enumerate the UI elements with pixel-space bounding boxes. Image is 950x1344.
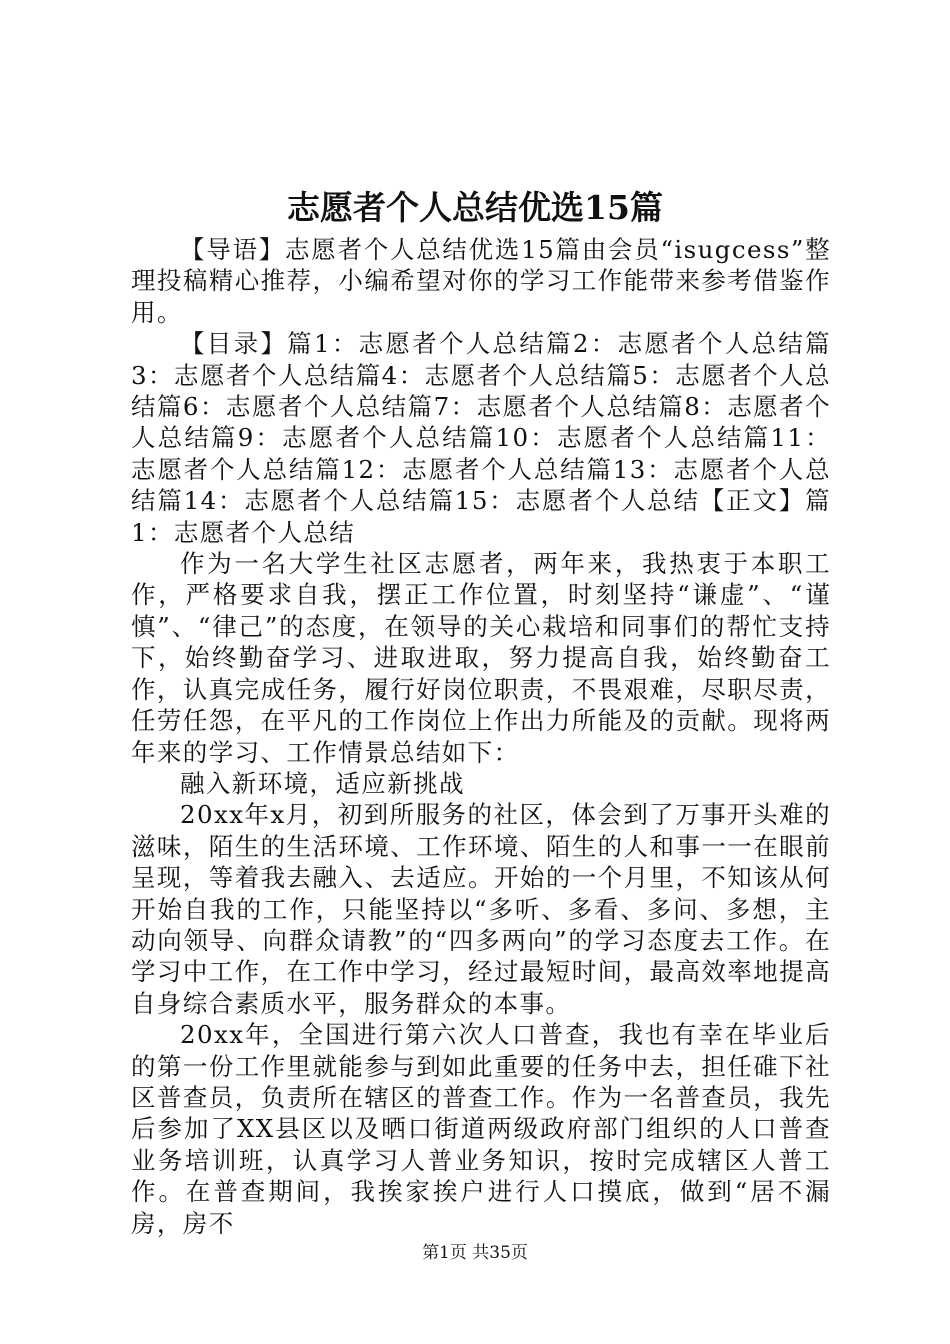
body-paragraph: 20xx年x月，初到所服务的社区，体会到了万事开头难的滋味，陌生的生活环境、工作环境、陌生的人和事一一在眼前呈现，等着我去融入、去适应。开始的一个月里，不知该从何开始自我的工作，只能坚持以“多听、多看、多问、多想，主动向领导、向群众请教”的“四多两向”的学习态度去工作。在学习中工作，在工作中学习，经过最短时间，最高效率地提高自身综合素质水平，服务群众的本事。 [131, 800, 831, 1018]
document-title: 志愿者个人总结优选15篇 [287, 188, 663, 227]
document-body [131, 234, 831, 1239]
page-number-footer: 第1页 共35页 [422, 1243, 528, 1263]
section-heading: 融入新环境，适应新挑战 [180, 768, 465, 798]
intro-paragraph: 【导语】志愿者个人总结优选15篇由会员“isugcess”整理投稿精心推荐，小编希望对你的学习工作能带来参考借鉴作用。 [131, 235, 831, 327]
body-paragraph: 20xx年，全国进行第六次人口普查，我也有幸在毕业后的第一份工作里就能参与到如此重要的任务中去，担任碓下社区普查员，负责所在辖区的普查工作。作为一名普查员，我先后参加了XX县区以及晒口街道两级政府部门组织的人口普查业务培训班，认真学习人普业务知识，按时完成辖区人普工作。在普查期间，我挨家挨户进行人口摸底，做到“居不漏房，房不 [131, 1020, 831, 1238]
table-of-contents-paragraph: 【目录】篇1：志愿者个人总结篇2：志愿者个人总结篇3：志愿者个人总结篇4：志愿者个人总结篇5：志愿者个人总结篇6：志愿者个人总结篇7：志愿者个人总结篇8：志愿者个人总结篇9：志愿者个人总结篇10：志愿者个人总结篇11：志愿者个人总结篇12：志愿者个人总结篇13：志愿者个人总结篇14：志愿者个人总结篇15：志愿者个人总结【正文】篇1：志愿者个人总结 [131, 329, 831, 547]
body-paragraph: 作为一名大学生社区志愿者，两年来，我热衷于本职工作，严格要求自我，摆正工作位置，时刻坚持“谦虚”、“谨慎”、“律己”的态度，在领导的关心栽培和同事们的帮忙支持下，始终勤奋学习、进取进取，努力提高自我，始终勤奋工作，认真完成任务，履行好岗位职责，不畏艰难，尽职尽责，任劳任怨，在平凡的工作岗位上作出力所能及的贡献。现将两年来的学习、工作情景总结如下： [131, 549, 831, 767]
